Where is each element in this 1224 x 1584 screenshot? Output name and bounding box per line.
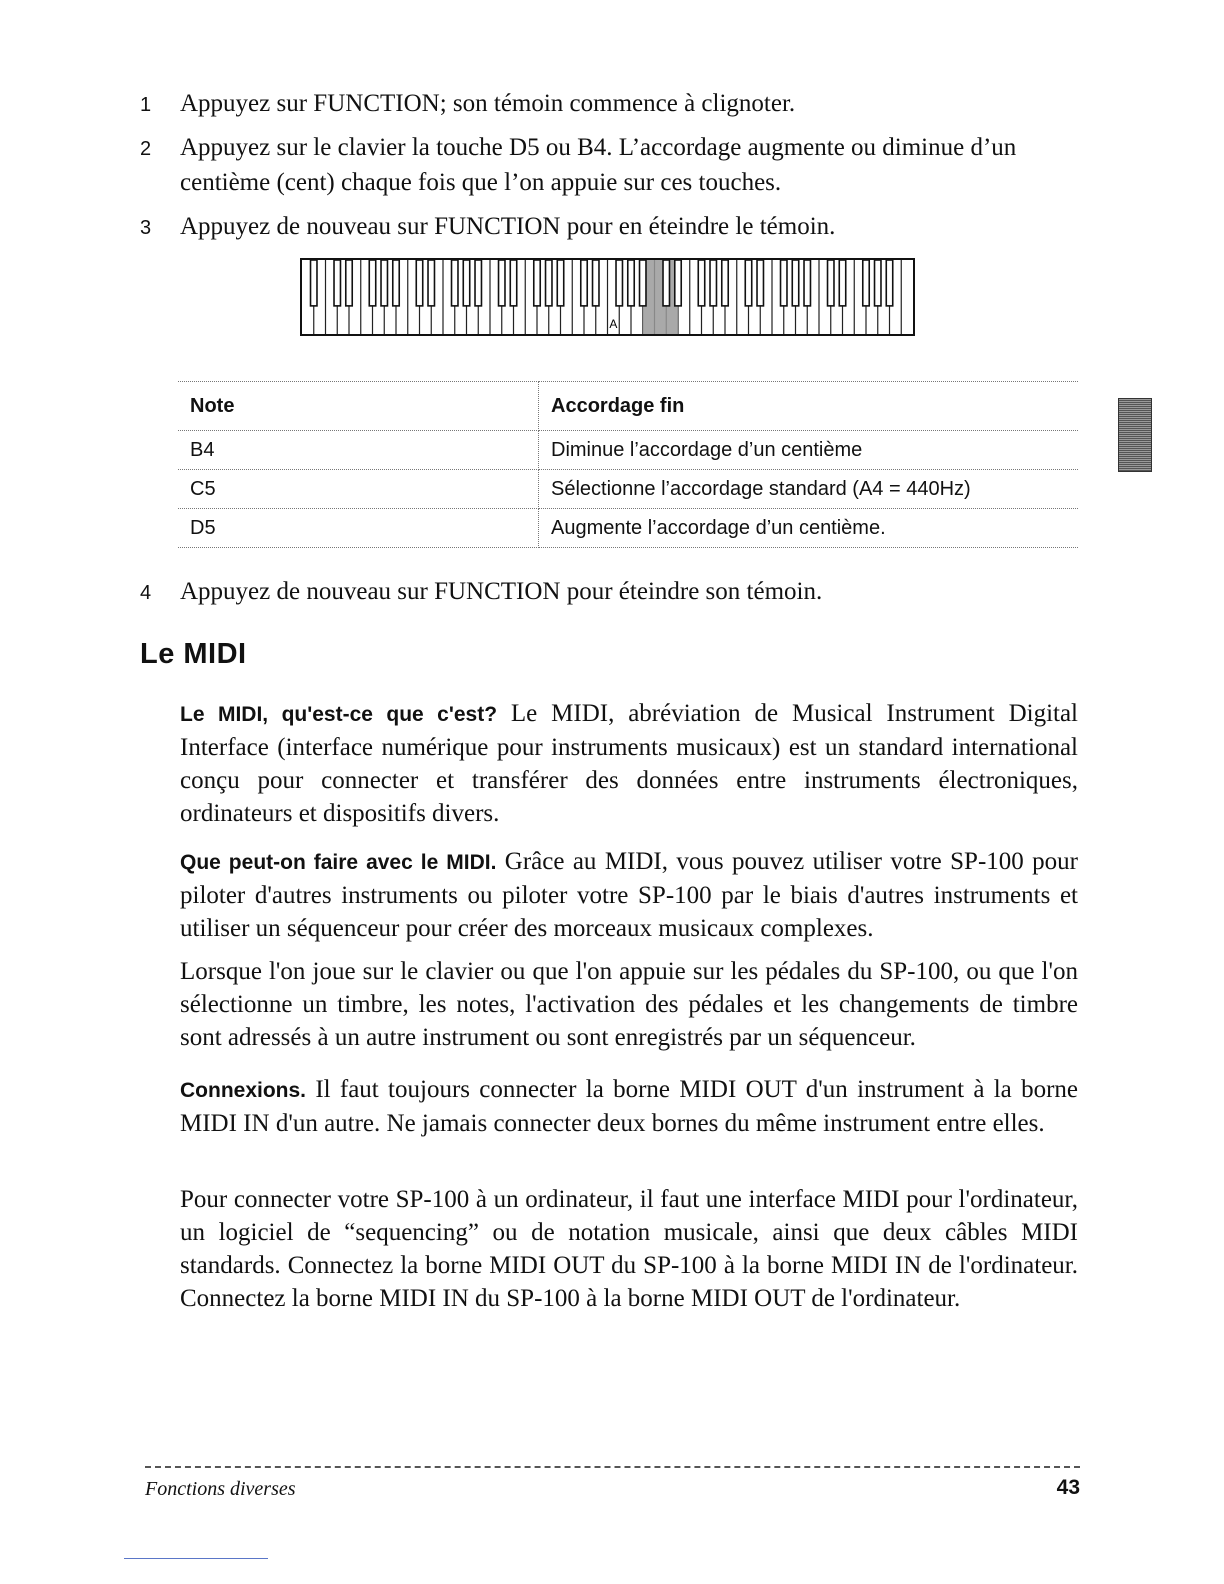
black-key (663, 260, 669, 306)
black-key (886, 260, 892, 306)
black-key (452, 260, 458, 306)
black-key (334, 260, 340, 306)
table-row (178, 470, 1078, 509)
paragraph-keyboard-events (180, 955, 1078, 1054)
table-cell-note: C5 (178, 470, 539, 509)
footer-divider (145, 1466, 1080, 1468)
table-cell-description: Diminue l’accordage d’un centième (539, 431, 1079, 470)
paragraph-lead: Que peut-on faire avec le MIDI. (180, 851, 497, 874)
black-key (781, 260, 787, 306)
highlighted-keys (643, 260, 678, 334)
black-key (804, 260, 810, 306)
bottom-edge-line (124, 1558, 268, 1559)
step-number: 2 (140, 138, 152, 160)
black-key (475, 260, 481, 306)
step-number: 3 (140, 217, 152, 239)
black-key (381, 260, 387, 306)
black-key (311, 260, 317, 306)
step-text: Appuyez de nouveau sur FUNCTION pour éteindre son témoin. (180, 578, 823, 605)
black-key (875, 260, 881, 306)
black-key (346, 260, 352, 306)
black-key (757, 260, 763, 306)
black-key (839, 260, 845, 306)
paragraph-what-is-midi (180, 697, 1078, 830)
black-key (393, 260, 399, 306)
page-number: 43 (1056, 1476, 1080, 1499)
black-key (557, 260, 563, 306)
paragraph-connexions (180, 1073, 1078, 1140)
table-cell-note: D5 (178, 509, 539, 548)
section-heading: Le MIDI (140, 638, 247, 670)
paragraph-text: Grâce au MIDI, vous pouvez utiliser votre SP-100 pour piloter d'autres instruments ou piloter votre SP-100 par le biais d'autres instruments et utiliser un séquenceur pour créer des morceaux musicaux complexes. (180, 848, 1078, 942)
paragraph-text: Le MIDI, abréviation de Musical Instrument Digital Interface (interface numérique pour instruments musicaux) est un standard international conçu pour connecter et transférer des données entre instruments électroniques, ordinateurs et dispositifs divers. (180, 700, 1079, 827)
header-accordage: Accordage fin (539, 382, 1079, 431)
black-key (628, 260, 634, 306)
footer-section-title: Fonctions diverses (145, 1478, 296, 1500)
black-key (675, 260, 681, 306)
black-key (510, 260, 516, 306)
black-key (863, 260, 869, 306)
paragraph-lead: Connexions. (180, 1079, 307, 1102)
black-key (710, 260, 716, 306)
black-key (745, 260, 751, 306)
step-text: Appuyez sur FUNCTION; son témoin commence à clignoter. (180, 90, 796, 117)
black-key (581, 260, 587, 306)
step-text: Appuyez de nouveau sur FUNCTION pour en éteindre le témoin. (180, 213, 836, 240)
fine-tuning-table (178, 381, 1078, 548)
paragraph-computer-connection (180, 1183, 1078, 1315)
black-key (616, 260, 622, 306)
table-cell-description: Augmente l’accordage d’un centième. (539, 509, 1079, 548)
paragraph-text: Pour connecter votre SP-100 à un ordinateur, il faut une interface MIDI pour l'ordinateur, un logiciel de “sequencing” ou de notation musicale, ainsi que deux câbles MIDI standards. Connectez la borne MIDI OUT du SP-100 à la borne MIDI IN de l'ordinateur. Connectez la borne MIDI IN du SP-100 à la borne MIDI OUT de l'ordinateur. (180, 1186, 1078, 1312)
step-number: 4 (140, 582, 152, 604)
step-number: 1 (140, 94, 152, 116)
a4-marker: A (609, 317, 618, 331)
black-key (499, 260, 505, 306)
paragraph-text: Lorsque l'on joue sur le clavier ou que l'on appuie sur les pédales du SP-100, ou que l'on sélectionne un timbre, les notes, l'activation des pédales et les changements de timbre sont adressés à un autre instrument ou sont enregistrés par un séquenceur. (180, 958, 1078, 1051)
keyboard-svg (302, 260, 913, 334)
table-header-row (178, 382, 1078, 431)
black-key (828, 260, 834, 306)
keyboard-diagram (300, 258, 915, 336)
table-cell-description: Sélectionne l’accordage standard (A4 = 440Hz) (539, 470, 1079, 509)
black-key (463, 260, 469, 306)
black-key (792, 260, 798, 306)
black-key (546, 260, 552, 306)
black-key (698, 260, 704, 306)
chapter-tab-marker (1118, 398, 1152, 472)
paragraph-text: Il faut toujours connecter la borne MIDI OUT d'un instrument à la borne MIDI IN d'un autre. Ne jamais connecter deux bornes du même instrument entre elles. (180, 1076, 1078, 1137)
black-key (593, 260, 599, 306)
black-key (534, 260, 540, 306)
black-key (722, 260, 728, 306)
table-row (178, 509, 1078, 548)
paragraph-what-can-midi-do (180, 845, 1078, 945)
paragraph-lead: Le MIDI, qu'est-ce que c'est? (180, 703, 498, 726)
table-cell-note: B4 (178, 431, 539, 470)
header-note: Note (178, 382, 539, 431)
table-row (178, 431, 1078, 470)
step-text: Appuyez sur le clavier la touche D5 ou B4. L’accordage augmente ou diminue d’un centième (cent) chaque fois que l’on appuie sur ces touches. (180, 134, 1017, 196)
black-key (416, 260, 422, 306)
black-key (640, 260, 646, 306)
black-key (428, 260, 434, 306)
black-key (369, 260, 375, 306)
